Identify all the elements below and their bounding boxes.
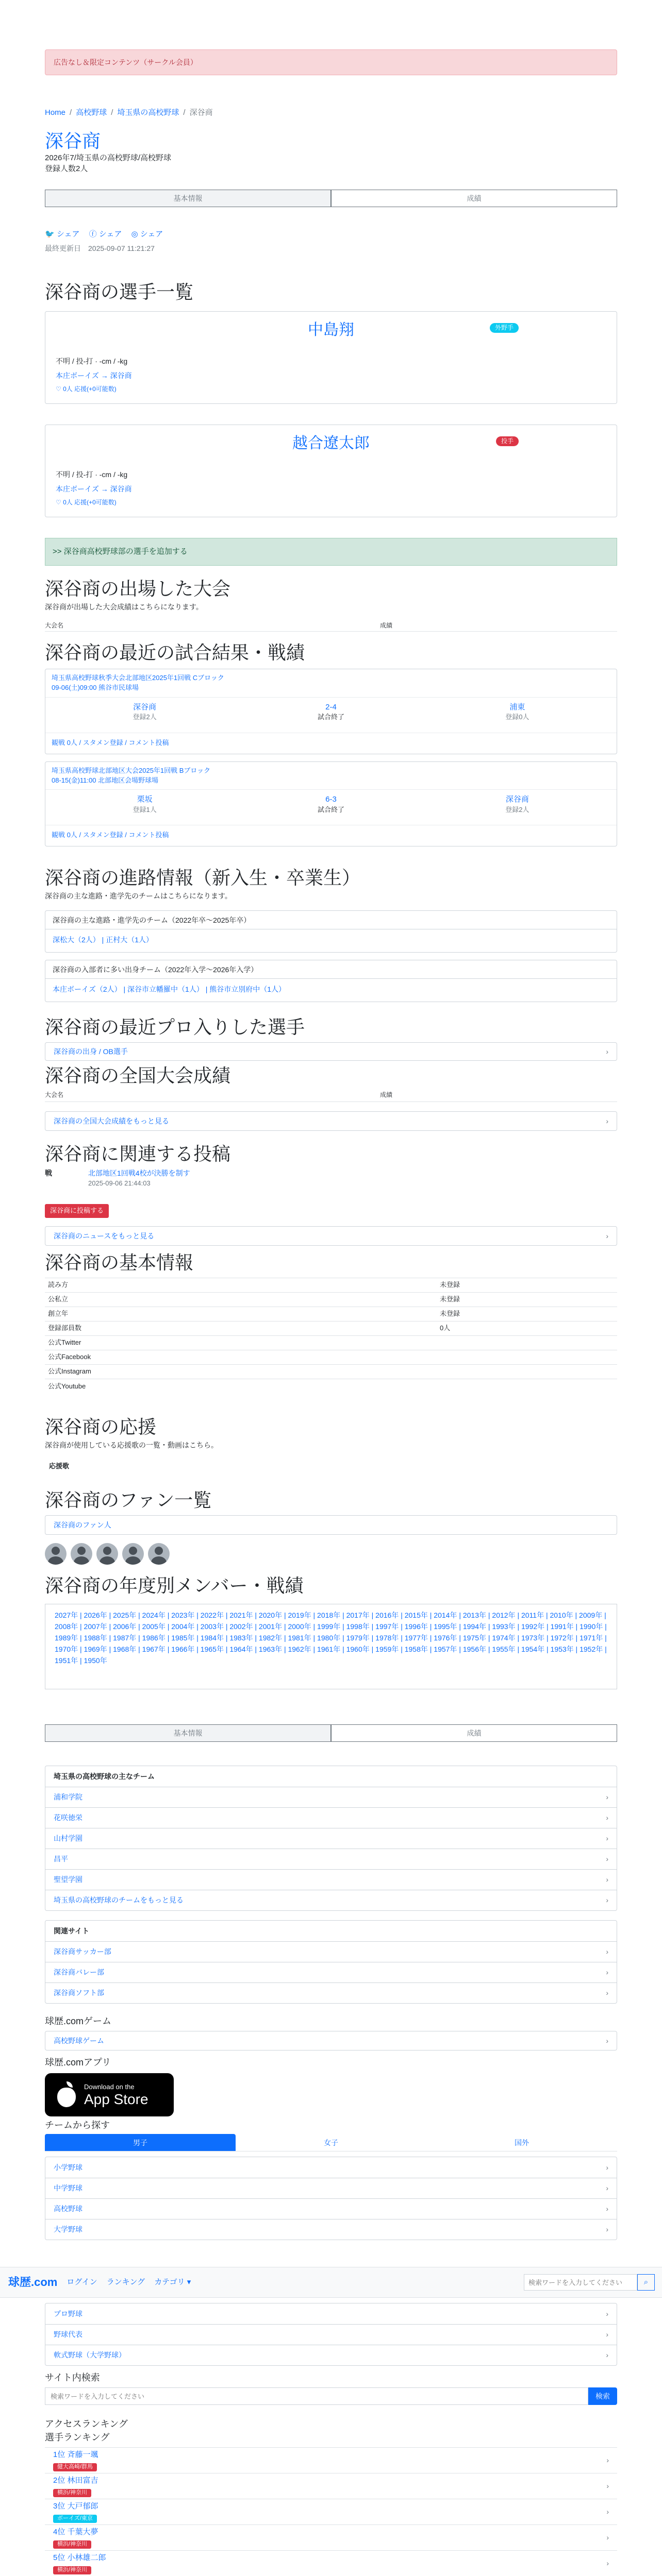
tab-basic-info[interactable]: 基本情報 [45,1724,331,1742]
twitter-share-button[interactable]: 🐦 シェア [45,230,80,239]
category-link[interactable]: 中学野球 › [45,2178,617,2198]
home-team[interactable]: 深谷商 [133,702,157,711]
pro-list [45,1042,617,1061]
site-search-heading: サイト内検索 [45,2372,100,2383]
game-header[interactable]: 埼玉県高校野球秋季大会北部地区2025年1回戦 Cブロック 09-06(土)09:00 熊谷市民球場 [52,674,224,691]
game-actions[interactable]: 観戦 0人 / スタメン登録 / コメント投稿 [52,738,169,747]
related-site-link[interactable]: 深谷商バレー部 › [45,1962,617,1982]
player-name[interactable]: 越合遼太郎 [292,435,370,452]
game-score[interactable]: 2-4 [325,702,337,711]
chevron-right-icon: › [606,2559,609,2568]
post-item[interactable]: 戦 北部地区1回戦4校が決勝を制す 2025-09-06 21:44:03 [45,1169,190,1187]
player-likes[interactable]: ♡ 0人 応援(+0可能数) [56,499,117,506]
chevron-right-icon: › [606,2456,609,2465]
category-link[interactable]: 小学野球 › [54,2163,608,2172]
player-ranking-row[interactable] [45,2499,617,2524]
breadcrumb-home[interactable]: Home [45,108,66,117]
player-team-badge: 横浜/神奈川 [53,2540,91,2549]
basic-info-table: 読み方 未登録 公私立 未登録 創立年 未登録 登録部員数 0人 公式Twitter 公式Facebook 公式Instagram 公式Youtube [45,1278,617,1394]
position-badge: 投手 [496,436,519,446]
navbar-search-input[interactable] [524,2274,637,2291]
category-link[interactable]: 野球代表 › [45,2324,617,2345]
login-link[interactable]: ログイン [67,2278,97,2287]
game-score[interactable]: 6-3 [325,795,337,804]
local-team-link[interactable]: 昌平 › [45,1849,617,1869]
national-heading: 深谷商の全国大会成績 [45,1065,231,1087]
year-links[interactable]: 2027年 | 2026年 | 2025年 | 2024年 | 2023年 | 2022年 | 2021年 | 2020年 | 2019年 | 2018年 | 2017年 | 2016年 | 2015年 | 2014年 | 2013年 | 2012年 | 2011年 | 2010年 | 2009年 | 2008年 | 2007年 | 2006年 | 2005年 | 2004年 | 2003年 | 2002年 | 2001年 | 2000年 | 1999年 | 1998年 | 1997年 | 1996年 | 1995年 | 1994年 | 1993年 | 1992年 | 1991年 | 1990年 | 1989年 | 1988年 | 1987年 | 1986年 | 1985年 | 1984年 | 1983年 | 1982年 | 1981年 | 1980年 | 1979年 | 1978年 | 1977年 | 1976年 | 1975年 | 1974年 | 1973年 | 1972年 | 1971年 | 1970年 | 1969年 | 1968年 | 1967年 | 1966年 | 1965年 | 1964年 | 1963年 | 1962年 | 1961年 | 1960年 | 1959年 | 1958年 | 1957年 | 1956年 | 1955年 | 1954年 | 1953年 | 1952年 | 1951年 | 1950年 [45,1604,617,1689]
ranked-player-name[interactable]: 2位 林田富吉 [53,2476,98,2485]
app-heading: 球歴.comアプリ [45,2057,111,2067]
apple-icon [55,2081,78,2108]
player-ranking-row[interactable] [45,2447,617,2473]
related-site-link[interactable]: 深谷商ソフト部 › [45,1982,617,2003]
related-site-link[interactable]: 深谷商サッカー部 › [45,1941,617,1962]
category-list-more [45,2303,617,2366]
player-career[interactable]: 本庄ボーイズ → 深谷商 [56,485,132,493]
related-sites-box: 関連サイト 深谷商サッカー部 › 深谷商バレー部 › 深谷商ソフト部 › [45,1920,617,2004]
posts-heading: 深谷商に関連する投稿 [45,1143,231,1165]
fans-heading: 深谷商のファン一覧 [45,1489,212,1511]
ranked-player-name[interactable]: 3位 大戸郁郎 [53,2502,98,2511]
player-card[interactable] [45,425,617,517]
ob-players-link[interactable]: 深谷商の出身 / OB選手 › [45,1043,617,1060]
fans-box [45,1515,617,1535]
avatar[interactable] [45,1543,67,1565]
breadcrumb-saitama[interactable]: 埼玉県の高校野球 [117,108,179,117]
avatar[interactable] [148,1543,170,1565]
tab-basic-info[interactable]: 基本情報 [45,190,331,207]
category-link[interactable]: 高校野球 › [45,2198,617,2219]
path-desc: 深谷商の主な進路・進学先のチームはこちらになります。 [45,892,232,901]
site-search [45,2387,617,2405]
site-search-button[interactable]: 検索 [588,2387,617,2405]
chevron-right-icon: › [606,2533,609,2542]
ranked-player-name[interactable]: 5位 小林雄二郎 [53,2553,106,2563]
recent-games-heading: 深谷商の最近の試合結果・戦績 [45,642,305,663]
local-team-link[interactable]: 花咲徳栄 › [45,1807,617,1828]
cheer-song-label: 応援歌 [49,1462,70,1470]
team-tabs-bottom [45,1724,617,1742]
local-teams-box: 埼玉県の高校野球の主なチーム 浦和学院 › 花咲徳栄 › 山村学園 › 昌平 › 聖望学園 › 埼玉県の高校野球のチームをもっと見る › [45,1766,617,1911]
main-content [45,0,617,2004]
game-card[interactable] [45,761,617,847]
player-likes[interactable]: ♡ 0人 応援(+0可能数) [56,385,117,393]
fan-avatars [45,1543,617,1566]
search-icon[interactable]: ⌕ [637,2274,655,2291]
ranked-player-name[interactable]: 4位 千葉大夢 [53,2528,98,2537]
players-heading: 深谷商の選手一覧 [45,281,194,302]
circle-ad-banner[interactable]: 広告なし＆限定コンテンツ（サークル会員） [45,49,617,75]
player-name[interactable]: 中島翔 [308,321,354,338]
local-team-link[interactable]: 浦和学院 › [45,1787,617,1807]
breadcrumb-hs-baseball[interactable]: 高校野球 [76,108,107,117]
avatar[interactable] [71,1543,92,1565]
page-title: 深谷商 [45,130,101,151]
tournaments-desc: 深谷商が出場した大会成績はこちらになります。 [45,603,203,611]
tab-overseas[interactable]: 国外 [426,2134,617,2151]
chevron-right-icon: › [606,1117,608,1126]
breadcrumb-current: 深谷商 [189,108,213,117]
post-title[interactable]: 北部地区1回戦4校が決勝を制す [88,1169,190,1178]
chevron-right-icon: › [606,2482,609,2490]
line-share-button[interactable]: ◎ シェア [131,230,163,239]
local-team-link[interactable]: 聖望学園 › [45,1869,617,1890]
category-link[interactable]: 軟式野球（大学野球） › [45,2345,617,2365]
player-team-badge: 横浜/神奈川 [53,2489,91,2497]
graduate-path-links[interactable]: 深松大（2人） | 正村大（1人） [53,936,153,944]
game-box [45,2031,617,2050]
away-team[interactable]: 浦東 [509,702,525,711]
game-header[interactable]: 埼玉県高校野球北部地区大会2025年1回戦 Bブロック 08-15(金)11:00 北部地区会場野球場 [52,766,211,784]
yearly-heading: 深谷商の年度別メンバー・戦績 [45,1574,304,1596]
sticky-navbar [0,2267,662,2298]
team-subtitle: 2026年7/埼玉県の高校野球/高校野球 [45,154,172,162]
player-card[interactable] [45,311,617,404]
position-badge: 外野手 [490,323,519,333]
add-player-button[interactable]: >> 深谷商高校野球部の選手を追加する [45,538,617,566]
game-actions[interactable]: 観戦 0人 / スタメン登録 / コメント投稿 [52,831,169,839]
category-list [45,2157,617,2240]
chevron-right-icon: › [606,1232,608,1241]
entrant-origin-links[interactable]: 本庄ボーイズ（2人） | 深谷市立幡羅中（1人） | 熊谷市立別府中（1人） [53,985,286,994]
news-more-link[interactable]: 深谷商のニュースをもっと見る › [45,1227,617,1245]
player-info: 不明 / 投-打 · -cm / -kg [56,470,128,479]
tab-female[interactable]: 女子 [236,2134,426,2151]
category-link[interactable]: プロ野球 › [54,2309,608,2318]
national-more-link[interactable]: 深谷商の全国大会成績をもっと見る › [45,1112,617,1130]
site-logo[interactable]: 球歴.com [8,2276,58,2289]
support-desc: 深谷商が使用している応援歌の一覧・動画はこちら。 [45,1440,218,1449]
team-tabs [45,190,617,207]
national-more-box [45,1111,617,1131]
player-info: 不明 / 投-打 · -cm / -kg [56,357,128,365]
game-score-row: 深谷商 登録2人 2-4 試合終了 浦東 登録0人 [45,697,617,733]
player-team-badge: 健大高崎/群馬 [53,2463,97,2471]
game-link[interactable]: 高校野球ゲーム › [54,2036,608,2045]
facebook-icon: ⓕ [89,230,97,239]
game-card[interactable] [45,669,617,754]
share-bar [45,229,617,240]
tab-results[interactable]: 成績 [331,1724,617,1742]
twitter-icon: 🐦 [45,230,55,239]
player-ranking-row[interactable] [45,2550,617,2576]
avatar[interactable] [122,1543,144,1565]
player-career[interactable]: 本庄ボーイズ → 深谷商 [56,371,132,380]
player-ranking-list [45,2447,617,2576]
sidebar-lower [45,2014,617,2240]
category-dropdown[interactable]: カテゴリ ▾ [154,2278,191,2287]
path-heading: 深谷商の進路情報（新入生・卒業生） [45,867,361,889]
site-search-input[interactable] [45,2387,588,2405]
ranking-link[interactable]: ランキング [106,2278,145,2287]
player-team-badge: ボーイズ/東京 [53,2515,97,2523]
game-heading: 球歴.comゲーム [45,2016,112,2026]
graduate-path-box: 深谷商の主な進路・進学先のチーム（2022年卒〜2025年卒） 深松大（2人） | 正村大（1人） [45,910,617,953]
access-ranking-heading: アクセスランキング [45,2419,128,2429]
player-ranking-row[interactable] [45,2524,617,2550]
local-team-link[interactable]: 山村学園 › [45,1828,617,1849]
footer-area [45,2303,617,2576]
chevron-right-icon: › [606,2507,609,2516]
team-member-count: 登録人数2人 [45,164,88,173]
app-store-button[interactable]: Download on the App Store [45,2073,174,2116]
tab-male[interactable]: 男子 [45,2134,236,2151]
tournaments-table-header: 大会名 成績 [45,621,617,632]
avatar[interactable] [96,1543,118,1565]
tournaments-heading: 深谷商の出場した大会 [45,578,231,599]
news-more-box [45,1226,617,1246]
category-link[interactable]: 大学野球 › [45,2219,617,2240]
player-ranking-heading: 選手ランキング [45,2432,110,2443]
breadcrumb: Home / 高校野球 / 埼玉県の高校野球 / 深谷商 [45,107,617,118]
chevron-right-icon: › [606,1047,608,1056]
player-ranking-row[interactable] [45,2473,617,2499]
entrant-origin-box: 深谷商の入部者に多い出身チーム（2022年入学〜2026年入学） 本庄ボーイズ（2人） | 深谷市立幡羅中（1人） | 熊谷市立別府中（1人） [45,960,617,1002]
gender-tabs [45,2134,617,2151]
local-more-link[interactable]: 埼玉県の高校野球のチームをもっと見る › [45,1890,617,1910]
away-team[interactable]: 深谷商 [505,795,529,804]
line-icon: ◎ [131,230,138,239]
game-score-row: 栗坂 登録1人 6-3 試合終了 深谷商 登録2人 [45,789,617,825]
support-heading: 深谷商の応援 [45,1416,157,1437]
fans-link[interactable]: 深谷商のファン人 [54,1520,111,1529]
player-team-badge: 横浜/神奈川 [53,2566,91,2574]
home-team[interactable]: 栗坂 [137,795,153,804]
national-table-header: 大会名 成績 [45,1091,617,1102]
team-search-heading: チームから探す [45,2120,110,2130]
last-updated: 最終更新日 2025-09-07 11:21:27 [45,244,155,252]
basic-info-heading: 深谷商の基本情報 [45,1252,194,1274]
facebook-share-button[interactable]: ⓕ シェア [89,230,122,239]
tab-results[interactable]: 成績 [331,190,617,207]
pro-heading: 深谷商の最近プロ入りした選手 [45,1016,305,1038]
add-post-button[interactable]: 深谷商に投稿する [45,1204,109,1218]
ranked-player-name[interactable]: 1位 斉藤一颯 [53,2450,98,2460]
